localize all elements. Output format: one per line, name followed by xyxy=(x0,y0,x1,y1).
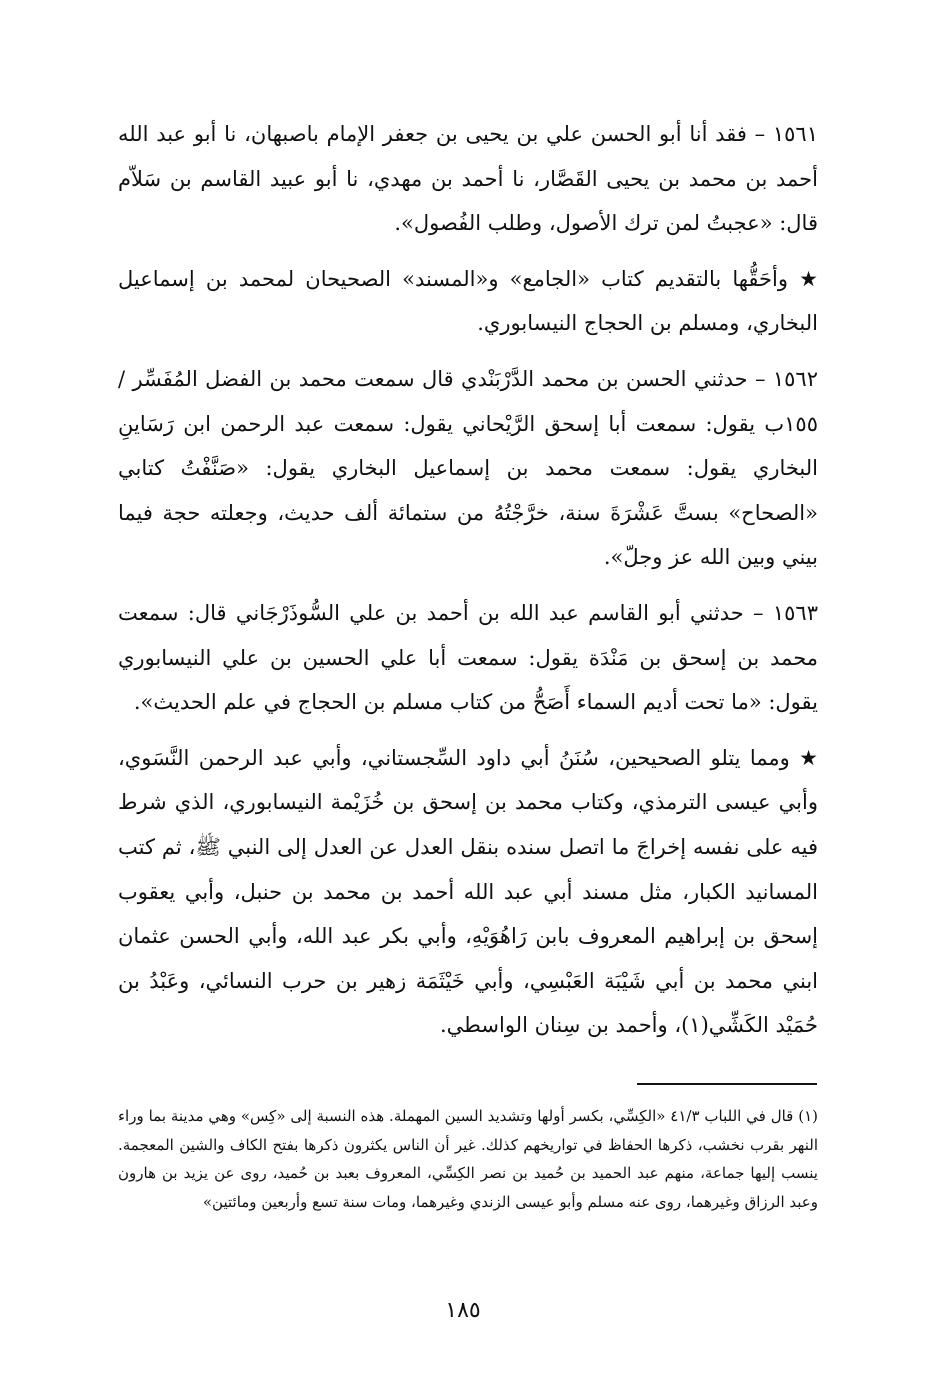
paragraph-1562: ١٥٦٢ – حدثني الحسن بن محمد الدَّرْبَنْدي قال سمعت محمد بن الفضل المُفَسِّر /١٥٥ب يقول: سمعت أبا إسحق الرَّيْحاني يقول: سمعت عبد الرحمن ابن رَسَاينِ البخاري يقول: سمعت محمد بن إسماعيل البخاري يقول: «صَنَّفْتُ كتابي «الصحاح» بستَّ عَشْرَةَ سنة، خرَّجْتُهُ من ستمائة ألف حديث، وجعلته حجة فيما بيني وبين الله عز وجلّ». xyxy=(118,366,818,570)
paragraph-1561: ١٥٦١ – فقد أنا أبو الحسن علي بن يحيى بن جعفر الإمام باصبهان، نا أبو عبد الله أحمد بن محمد بن يحيى القَصَّار، نا أحمد بن مهدي، نا أبو عبيد القاسم بن سَلاّم قال: «عجبتُ لمن ترك الأصول، وطلب الفُصول». xyxy=(118,122,818,236)
footnote-1: (١) قال في اللباب ٤١/٣ «الكِسِّي، بكسر أولها وتشديد السين المهملة. هذه النسبة إلى «كِس» وهي مدينة بما وراء النهر بقرب نخشب، ذكرها الحفاظ في تواريخهم كذلك. غير أن الناس يكثرون ذكرها بفتح الكاف والشين المعجمة. ينسب إليها جماعة، منهم عبد الحميد بن حُميد بن نصر الكِسِّي، المعروف بعبد بن حُميد، روى عن يزيد بن هارون وعبد الرزاق وغيرهما، روى عنه مسلم وأبو عيسى الزندي وغيرهما، ومات سنة تسع وأربعين ومائتين» xyxy=(118,1107,818,1211)
paragraph-1563: ١٥٦٣ – حدثني أبو القاسم عبد الله بن أحمد بن علي السُّوذَرْجَاني قال: سمعت محمد بن إسحق بن مَنْدَة يقول: سمعت أبا علي الحسين بن علي النيسابوري يقول: «ما تحت أديم السماء أَصَحُّ من كتاب مسلم بن الحجاج في علم الحديث». xyxy=(118,600,818,715)
page-number: ١٨٥ xyxy=(445,1298,481,1323)
footnote-divider xyxy=(637,1083,817,1085)
main-text xyxy=(118,112,818,1059)
paragraph-note-sahihan: ★ وأحَقُّها بالتقديم كتاب «الجامع» و«المسند» الصحيحان لمحمد بن إسماعيل البخاري، ومسلم بن الحجاج النيسابوري. xyxy=(118,266,818,336)
paragraph-note-sunan: ★ ومما يتلو الصحيحين، سُنَنُ أبي داود السِّجستاني، وأبي عبد الرحمن النَّسَوي، وأبي عيسى الترمذي، وكتاب محمد بن إسحق بن خُزَيْمة النيسابوري، الذي شرط فيه على نفسه إخراجَ ما اتصل سنده بنقل العدل عن العدل إلى النبي ﷺ، ثم كتب المسانيد الكبار، مثل مسند أبي عبد الله أحمد بن محمد بن حنبل، وأبي يعقوب إسحق بن إبراهيم المعروف بابن رَاهُوَيْهِ، وأبي بكر عبد الله، وأبي الحسن عثمان ابني محمد بن أبي شَيْبَة العَبْسِي، وأبي خَيْثَمَة زهير بن حرب النسائي، وعَبْدُ بن حُمَيْد الكَشِّي(١)، وأحمد بن سِنان الواسطي. xyxy=(118,745,818,1038)
